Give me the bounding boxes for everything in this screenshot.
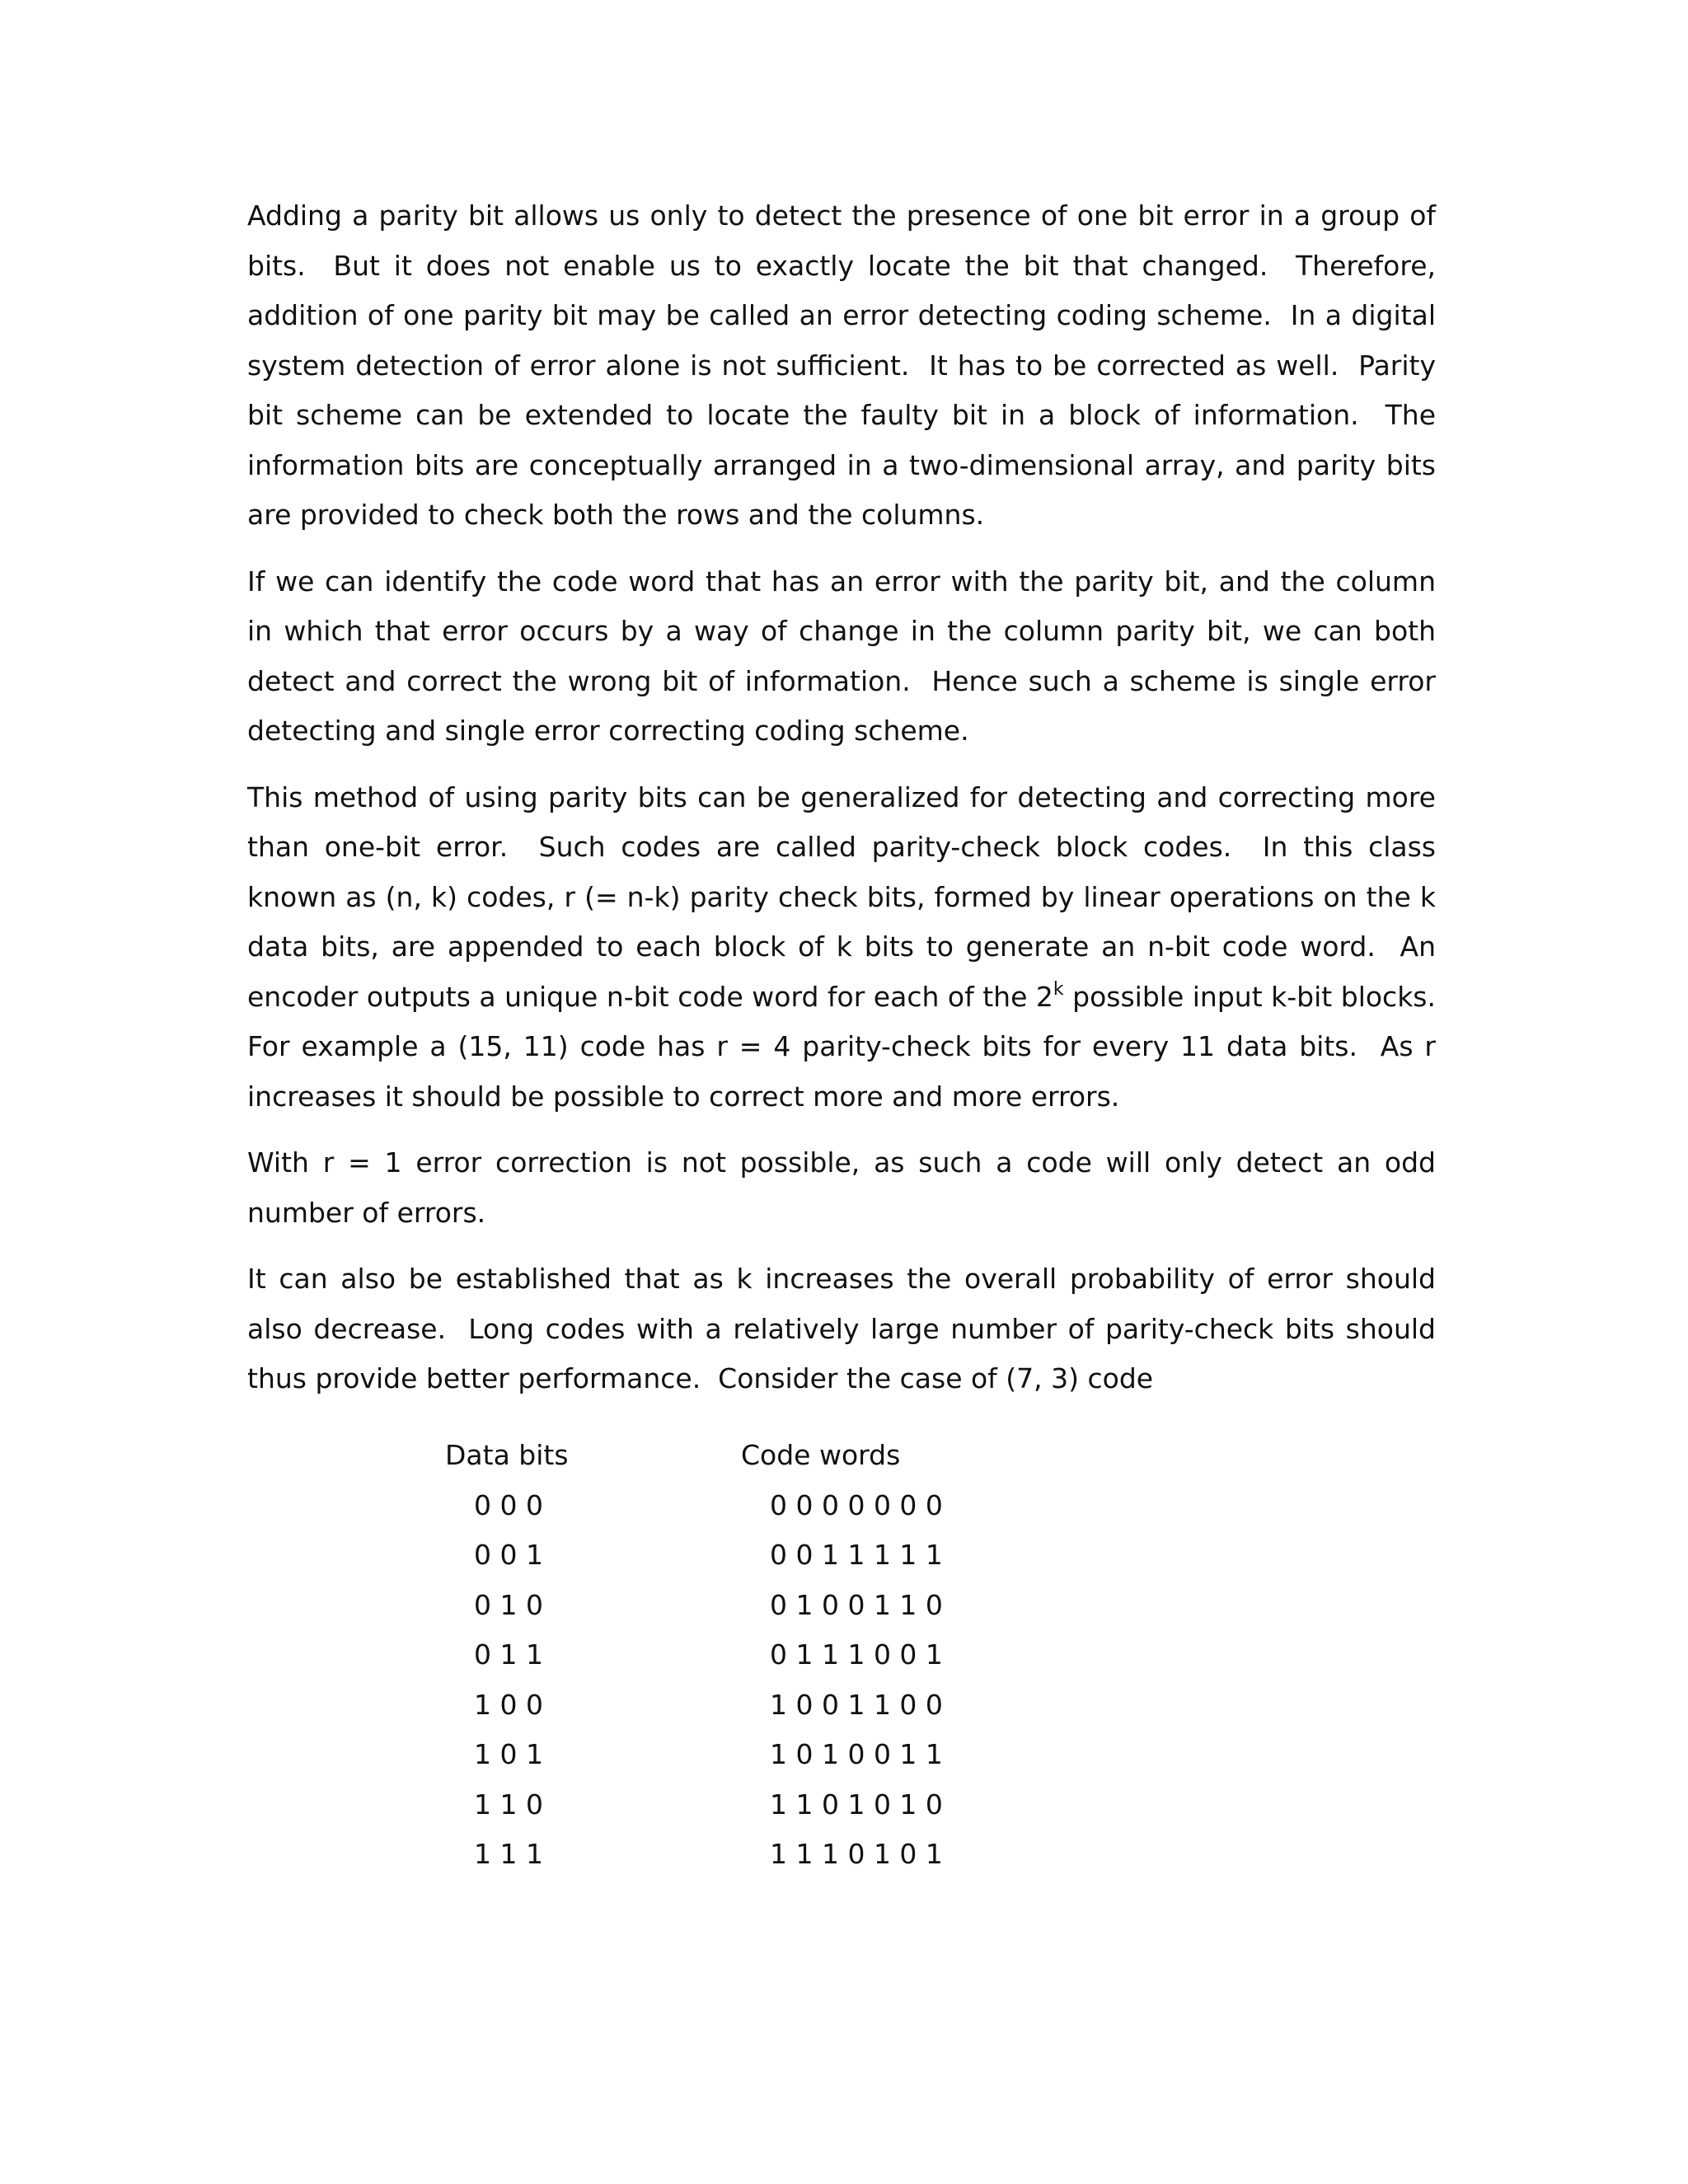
table-row (247, 1730, 1100, 1780)
code-word-cell: 1 0 0 1 1 0 0 (770, 1688, 943, 1721)
code-word-cell: 1 0 1 0 0 1 1 (770, 1738, 943, 1770)
data-bits-cell: 0 1 1 (474, 1638, 543, 1671)
data-bits-cell: 1 1 0 (474, 1788, 543, 1821)
code-word-cell: 0 0 0 0 0 0 0 (770, 1488, 943, 1521)
document-page (247, 191, 1453, 1870)
table-row (247, 1630, 1100, 1680)
data-bits-cell: 0 1 0 (474, 1588, 543, 1621)
table-row (247, 1680, 1100, 1731)
table-row (247, 1581, 1100, 1631)
data-bits-cell: 1 0 0 (474, 1688, 543, 1721)
table-row (247, 1530, 1100, 1581)
code-table (247, 1431, 1100, 1880)
paragraph-block-codes-part1: This method of using parity bits can be generalized for detecting and correcting more than one-bit error. Such codes are called parity-check block codes. In this class known as (n, k) codes, r (= n-k) parity check bits, formed by linear operations on the k data bits, are appended to each block of k bits to generate an n-bit code word. An encoder outputs a unique n-bit code word for each of the 2 (247, 780, 1445, 1013)
data-bits-cell: 1 0 1 (474, 1738, 543, 1770)
paragraph-long-codes: It can also be established that as k increases the overall probability of error should also decrease. Long codes with a relatively large number of parity-check bits should thus provide better performance. Consider the case of (7, 3) code (247, 1263, 1445, 1394)
code-word-cell: 1 1 0 1 0 1 0 (770, 1788, 943, 1821)
code-word-cell: 0 1 0 0 1 1 0 (770, 1588, 943, 1621)
code-word-cell: 0 1 1 1 0 0 1 (770, 1638, 943, 1671)
table-row (247, 1830, 1100, 1880)
superscript-k: k (1053, 978, 1064, 1000)
paragraph-block-codes-part2: possible input k-bit blocks. For example a (15, 11) code has r = 4 parity-check bits for every 11 data bits. As r increases it should be possible to correct more and more errors. (247, 980, 1453, 1113)
header-code-words: Code words (741, 1439, 901, 1471)
data-bits-cell: 0 0 0 (474, 1488, 543, 1521)
paragraph-r-equals-one: With r = 1 error correction is not possible, as such a code will only detect an odd number of errors. (247, 1146, 1445, 1229)
code-table-header (247, 1431, 1100, 1481)
data-bits-cell: 1 1 1 (474, 1838, 543, 1870)
table-row (247, 1481, 1100, 1531)
paragraph-block-codes (247, 773, 1453, 1122)
code-word-cell: 1 1 1 0 1 0 1 (770, 1838, 943, 1870)
data-bits-cell: 0 0 1 (474, 1539, 543, 1571)
paragraph-parity-detection: Adding a parity bit allows us only to detect the presence of one bit error in a group of bits. But it does not enable us to exactly locate the bit that changed. Therefore, addition of one parity bit may be called an error detecting coding scheme. In a digital system detection of error alone is not sufficient. It has to be corrected as well. Parity bit scheme can be extended to locate the faulty bit in a block of information. The information bits are conceptually arranged in a two-dimensional array, and parity bits are provided to check both the rows and the columns. (247, 199, 1445, 531)
code-word-cell: 0 0 1 1 1 1 1 (770, 1539, 943, 1571)
table-row (247, 1780, 1100, 1830)
paragraph-single-error-correction: If we can identify the code word that has an error with the parity bit, and the column in which that error occurs by a way of change in the column parity bit, we can both detect and correct the wrong bit of information. Hence such a scheme is single error detecting and single error correcting coding scheme. (247, 565, 1445, 747)
header-data-bits: Data bits (445, 1439, 569, 1471)
